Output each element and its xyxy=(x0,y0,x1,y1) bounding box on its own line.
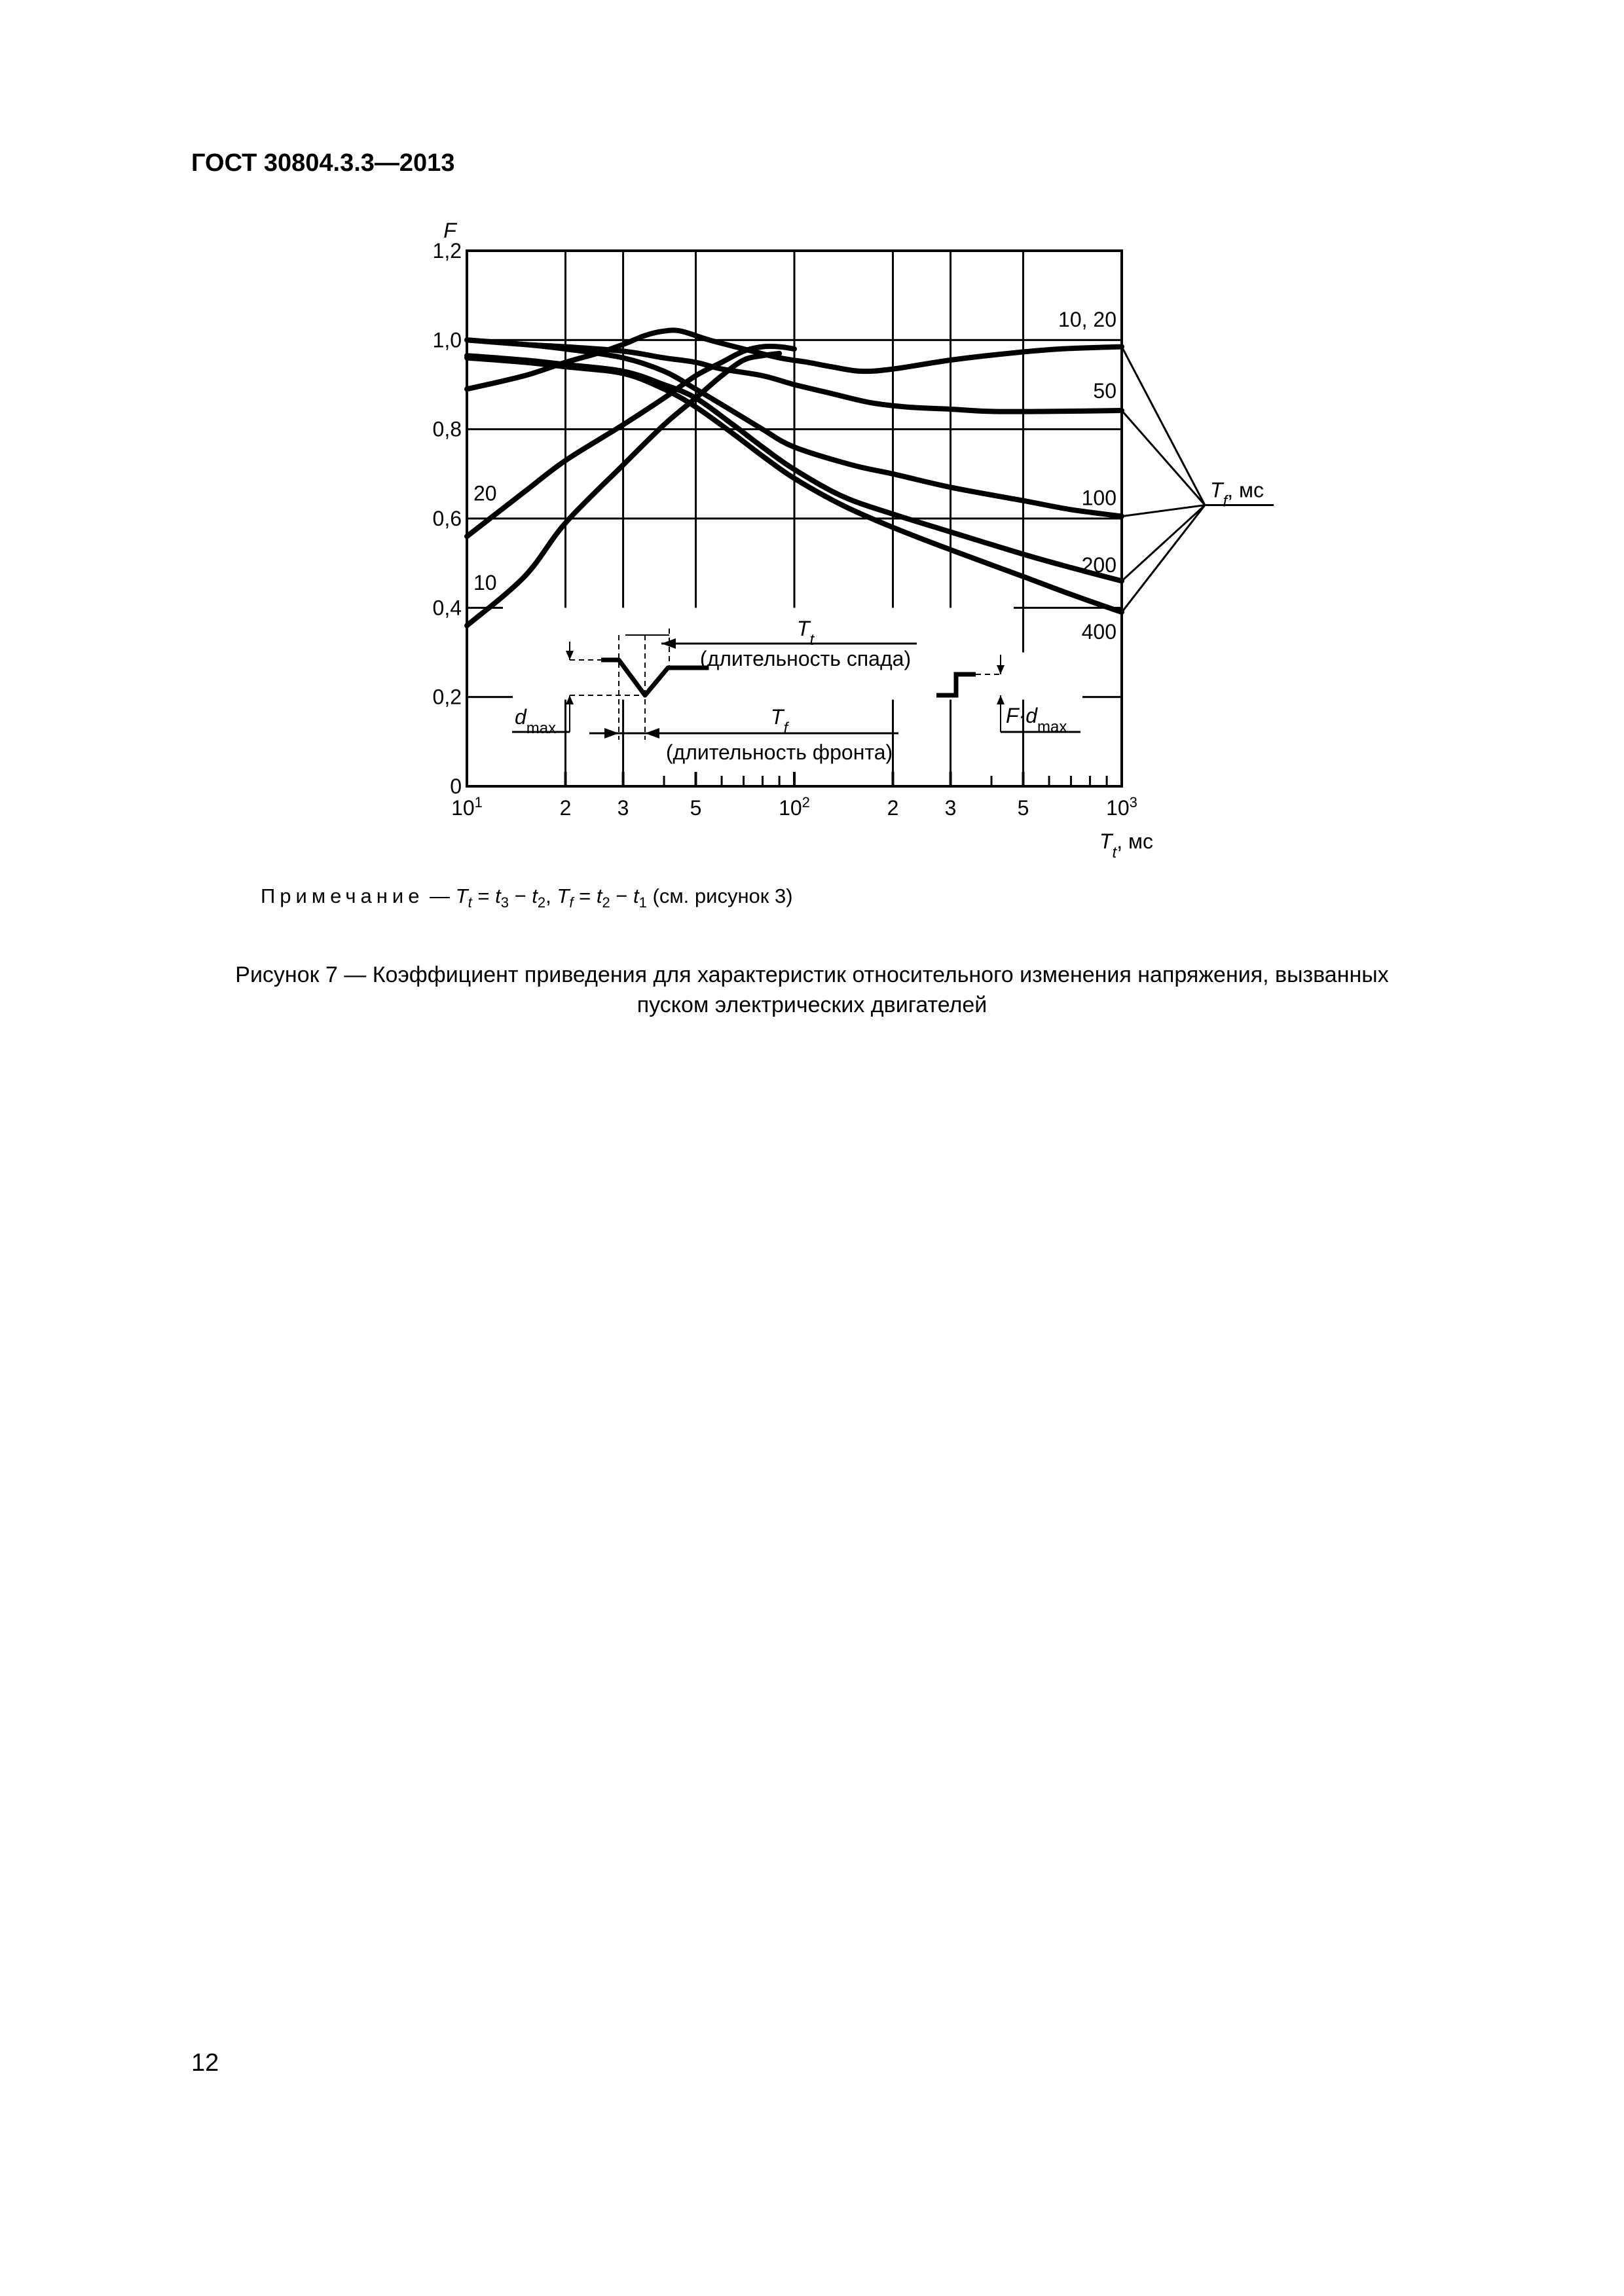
figure-caption xyxy=(196,960,1428,1020)
note-formula xyxy=(455,884,647,911)
note-formula-part: − xyxy=(508,884,532,907)
tf-arrow-head-left xyxy=(604,728,619,738)
note-formula-part: = xyxy=(471,884,496,907)
fdmax-label: $F\cdot d_{max}$ xyxy=(1006,704,1067,736)
series-label: 400 xyxy=(1081,620,1116,644)
note-formula-part: t xyxy=(633,884,639,907)
note-formula-part: − xyxy=(610,884,634,907)
page-number: 12 xyxy=(191,2049,219,2077)
x-tick-label: 2 xyxy=(887,796,899,820)
note-formula-part: f xyxy=(569,894,574,911)
series-label: 200 xyxy=(1081,553,1116,577)
tf-description: (длительность фронта) xyxy=(665,740,893,764)
step-shape xyxy=(936,674,976,695)
x-tick-label: $10^2$ xyxy=(779,793,810,820)
chart-labels xyxy=(433,219,1264,862)
y-tick-label: 0,8 xyxy=(432,417,462,441)
x-tick-label: 3 xyxy=(944,796,957,820)
series-label: 10, 20 xyxy=(1058,307,1116,331)
note-ref: (см. рисунок 3) xyxy=(646,884,793,907)
x-tick-label: 5 xyxy=(1017,796,1029,820)
x-tick-label: $10^3$ xyxy=(1106,793,1137,820)
y-tick-label: 0,4 xyxy=(432,596,462,620)
note-formula-part: T xyxy=(557,884,570,907)
fdmax-arrow-head-top xyxy=(997,665,1005,674)
dmax-arrow-head-top xyxy=(566,651,574,660)
x-tick-label: 5 xyxy=(690,796,702,820)
series-label: 20 xyxy=(473,481,497,505)
note-formula-part: 2 xyxy=(537,894,546,911)
chart xyxy=(0,0,1624,877)
axis-ticks xyxy=(467,772,1122,786)
voltage-dip-shape xyxy=(601,660,707,695)
tf-label: $T_f$ xyxy=(770,705,788,737)
caption-line-2: пуском электрических двигателей xyxy=(637,993,987,1017)
note-formula-part: = xyxy=(573,884,597,907)
x-tick-label: $10^1$ xyxy=(451,793,483,820)
y-tick-label: 0,6 xyxy=(432,507,462,530)
caption-line-1: Рисунок 7 — Коэффициент приведения для характеристик относительного изменения напряжения, вызванных xyxy=(235,962,1389,987)
tt-description: (длительность спада) xyxy=(699,647,912,670)
series-label: 50 xyxy=(1093,378,1116,403)
note-formula-part: 2 xyxy=(602,894,610,911)
note xyxy=(261,884,793,911)
y-tick-label: 1,0 xyxy=(432,328,462,352)
tt-label: $T_t$ xyxy=(796,617,815,649)
note-formula-part: t xyxy=(495,884,501,907)
tf-axis-label: $T_f$, мс xyxy=(1210,478,1264,511)
note-formula-part: T xyxy=(455,884,468,907)
fdmax-arrow-head-bottom xyxy=(997,695,1005,704)
series-label: 100 xyxy=(1081,486,1116,510)
note-dash: — xyxy=(424,884,456,907)
x-axis-label: $T_t$, мс xyxy=(1099,829,1153,862)
y-tick-label: 0 xyxy=(450,774,462,798)
fan-line xyxy=(1122,505,1205,581)
note-formula-part: t xyxy=(532,884,538,907)
fan-line xyxy=(1122,505,1205,613)
series-label: 10 xyxy=(473,571,497,595)
x-tick-label: 2 xyxy=(559,796,572,820)
note-formula-part: t xyxy=(596,884,602,907)
dmax-arrow-head-bottom xyxy=(566,695,574,704)
note-formula-part: 3 xyxy=(500,894,509,911)
y-axis-label: F xyxy=(443,219,456,242)
x-tick-label: 3 xyxy=(617,796,629,820)
y-tick-label: 0,2 xyxy=(432,685,462,709)
note-word: Примечание xyxy=(261,884,424,907)
y-tick-label: 1,2 xyxy=(432,239,462,263)
dmax-label: $d_{max}$ xyxy=(515,705,557,737)
fan-line xyxy=(1122,505,1205,517)
standard-id: ГОСТ 30804.3.3—2013 xyxy=(191,149,455,177)
note-formula-part: 1 xyxy=(638,894,647,911)
note-formula-part: , xyxy=(545,884,557,907)
waveform-inset xyxy=(512,617,1080,764)
tf-arrow-head-right xyxy=(645,728,659,738)
note-formula-part: t xyxy=(468,894,472,911)
